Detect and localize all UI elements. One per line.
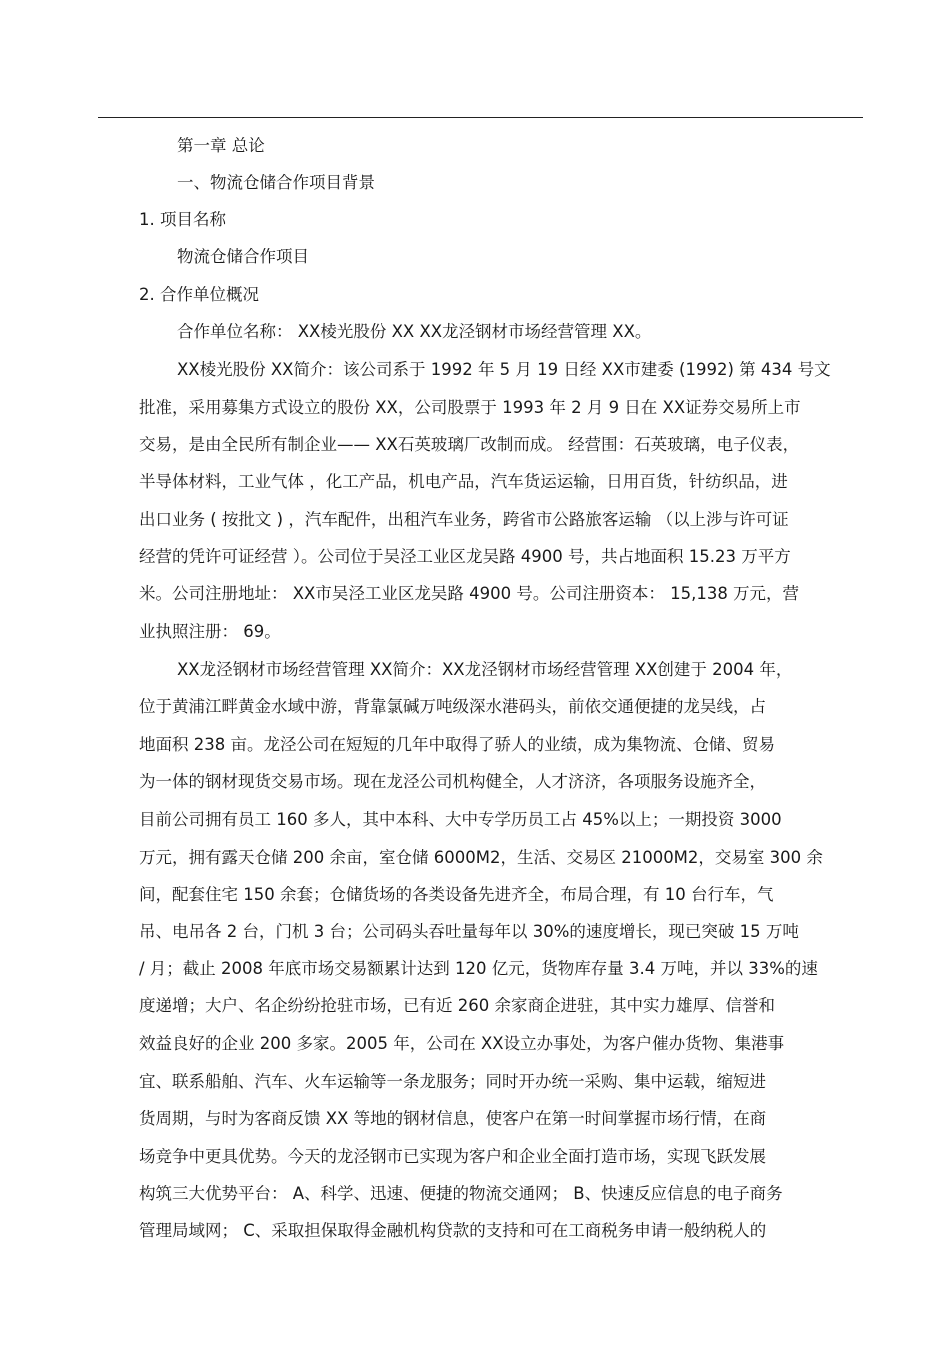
paragraph-line: 万元，拥有露天仓储 200 余亩，室仓储 6000M2，生活、交易区 21000M2，交易室 300 余: [139, 848, 823, 867]
paragraph-line: 场竞争中更具优势。今天的龙泾钢市已实现为客户和企业全面打造市场，实现飞跃发展: [139, 1147, 766, 1166]
paragraph-line: 间，配套住宅 150 余套；仓储货场的各类设备先进齐全，布局合理，有 10 台行车，气: [139, 885, 774, 904]
paragraph-line: 出口业务 ( 按批文 ) ，汽车配件，出租汽车业务，跨省市公路旅客运输 （以上涉与许可证: [139, 510, 789, 529]
item-label: 1. 项目名称: [139, 210, 226, 229]
paragraph-line: 吊、电吊各 2 台，门机 3 台；公司码头吞吐量每年以 30%的速度增长，现已突破 15 万吨: [139, 922, 799, 941]
paragraph-line: 货周期，与时为客商反馈 XX 等地的钢材信息，使客户在第一时间掌握市场行情，在商: [139, 1109, 767, 1128]
paragraph-line: 米。公司注册地址： XX市吴泾工业区龙吴路 4900 号。公司注册资本： 15,138 万元，营: [139, 584, 800, 603]
paragraph-line: 为一体的钢材现货交易市场。现在龙泾公司机构健全，人才济济，各项服务设施齐全，: [139, 772, 766, 791]
paragraph-line: 构筑三大优势平台： A、科学、迅速、便捷的物流交通网； B、快速反应信息的电子商务: [139, 1184, 783, 1203]
paragraph-line: 经营的凭许可证经营 ）。公司位于吴泾工业区龙吴路 4900 号，共占地面积 15.23 万平方: [139, 547, 791, 566]
paragraph-line: 地面积 238 亩。龙泾公司在短短的几年中取得了骄人的业绩，成为集物流、仓储、贸易: [139, 735, 775, 754]
paragraph-line: 合作单位名称： XX棱光股份 XX XX龙泾钢材市场经营管理 XX。: [177, 322, 652, 341]
paragraph-line: 宜、联系船舶、汽车、火车运输等一条龙服务；同时开办统一采购、集中运载，缩短进: [139, 1072, 766, 1091]
section-heading: 一、物流仓储合作项目背景: [177, 173, 375, 192]
chapter-heading: 第一章 总论: [177, 136, 265, 155]
paragraph-line: / 月；截止 2008 年底市场交易额累计达到 120 亿元，货物库存量 3.4 万吨，并以 33%的速: [139, 959, 818, 978]
paragraph-line: XX龙泾钢材市场经营管理 XX简介：XX龙泾钢材市场经营管理 XX创建于 2004 年，: [177, 660, 793, 679]
paragraph-line: XX棱光股份 XX简介：该公司系于 1992 年 5 月 19 日经 XX市建委 (1992) 第 434 号文: [177, 360, 831, 379]
paragraph-line: 管理局域网； C、采取担保取得金融机构贷款的支持和可在工商税务申请一般纳税人的: [139, 1221, 767, 1240]
paragraph-line: 度递增；大户、名企纷纷抢驻市场，已有近 260 余家商企进驻，其中实力雄厚、信誉和: [139, 996, 775, 1015]
paragraph-line: 目前公司拥有员工 160 多人，其中本科、大中专学历员工占 45%以上；一期投资 3000: [139, 810, 782, 829]
paragraph-line: 效益良好的企业 200 多家。2005 年，公司在 XX设立办事处，为客户催办货物、集港事: [139, 1034, 785, 1053]
header-rule: [98, 117, 863, 118]
paragraph-line: 业执照注册： 69。: [139, 622, 281, 641]
paragraph-line: 批准，采用募集方式设立的股份 XX，公司股票于 1993 年 2 月 9 日在 XX证券交易所上市: [139, 398, 801, 417]
paragraph-line: 位于黄浦江畔黄金水域中游，背靠氯碱万吨级深水港码头，前依交通便捷的龙吴线，占: [139, 697, 766, 716]
paragraph-line: 半导体材料，工业气体 ，化工产品，机电产品，汽车货运运输，日用百货，针纺织品，进: [139, 472, 788, 491]
paragraph-line: 交易，是由全民所有制企业—— XX石英玻璃厂改制而成。 经营围：石英玻璃，电子仪表，: [139, 435, 800, 454]
item-value: 物流仓储合作项目: [177, 247, 309, 266]
item-label: 2. 合作单位概况: [139, 285, 259, 304]
